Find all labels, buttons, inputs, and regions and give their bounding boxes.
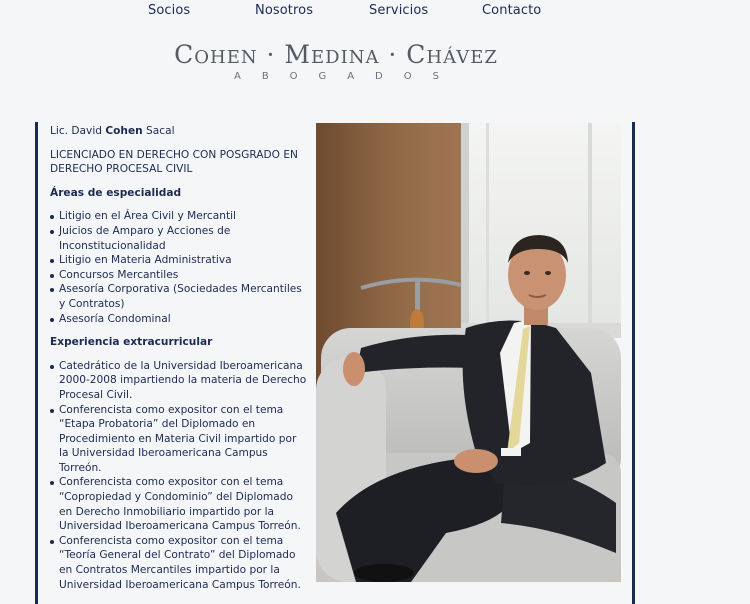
main-nav bbox=[0, 2, 750, 20]
firm-logo[interactable] bbox=[160, 40, 512, 84]
nav-link-servicios[interactable]: Servicios bbox=[369, 3, 429, 18]
list-item: Asesoría Corporativa (Sociedades Mercantiles y Contratos) bbox=[59, 282, 308, 311]
name-bold: Cohen bbox=[105, 125, 143, 137]
attorney-portrait-photo bbox=[316, 123, 621, 582]
nav-link-contacto[interactable]: Contacto bbox=[482, 3, 542, 18]
list-item: Juicios de Amparo y Acciones de Inconstitucionalidad bbox=[59, 224, 308, 253]
experience-heading: Experiencia extracurricular bbox=[50, 336, 213, 349]
attorney-degree: LICENCIADO EN DERECHO CON POSGRADO EN DERECHO PROCESAL CIVIL bbox=[50, 148, 298, 176]
list-item: Litigio en Materia Administrativa bbox=[59, 253, 308, 268]
logo-subtitle: ABOGADOS bbox=[234, 71, 460, 82]
nav-link-socios[interactable]: Socios bbox=[148, 3, 191, 18]
specialties-list bbox=[50, 209, 308, 326]
list-item: Litigio en el Área Civil y Mercantil bbox=[59, 209, 308, 224]
list-item: Catedrático de la Universidad Iberoamericana 2000-2008 impartiendo la materia de Derecho Procesal Civil. bbox=[59, 359, 307, 401]
specialties-heading: Áreas de especialidad bbox=[50, 186, 182, 199]
attorney-name bbox=[50, 124, 308, 139]
frame-divider-left bbox=[35, 122, 38, 604]
name-suffix: Sacal bbox=[142, 125, 175, 137]
frame-divider-right bbox=[632, 122, 635, 604]
logo-name: Cohen · Medina · Chávez bbox=[174, 40, 498, 69]
profile-content bbox=[50, 124, 308, 601]
experience-list bbox=[50, 359, 308, 593]
list-item: Conferencista como expositor con el tema “Copropiedad y Condominio” del Diplomado en Derecho Inmobiliario impartido por la Universidad Iberoamericana Campus Torreón. bbox=[59, 475, 308, 533]
nav-link-nosotros[interactable]: Nosotros bbox=[255, 3, 314, 18]
portrait-photo-icon bbox=[316, 123, 621, 582]
list-item: Conferencista como expositor con el tema “Teoría General del Contrato” del Diplomado en Contratos Mercantiles impartido por la Universidad Iberoamericana Campus Torreón. bbox=[59, 534, 308, 592]
list-item: Asesoría Condominal bbox=[59, 312, 308, 327]
list-item: Conferencista como expositor con el tema “Etapa Probatoria” del Diplomado en Procedimiento en Materia Civil impartido por la Universidad Iberoamericana Campus Torreón. bbox=[59, 403, 308, 476]
list-item: Concursos Mercantiles bbox=[59, 268, 308, 283]
name-prefix: Lic. David bbox=[50, 125, 106, 137]
